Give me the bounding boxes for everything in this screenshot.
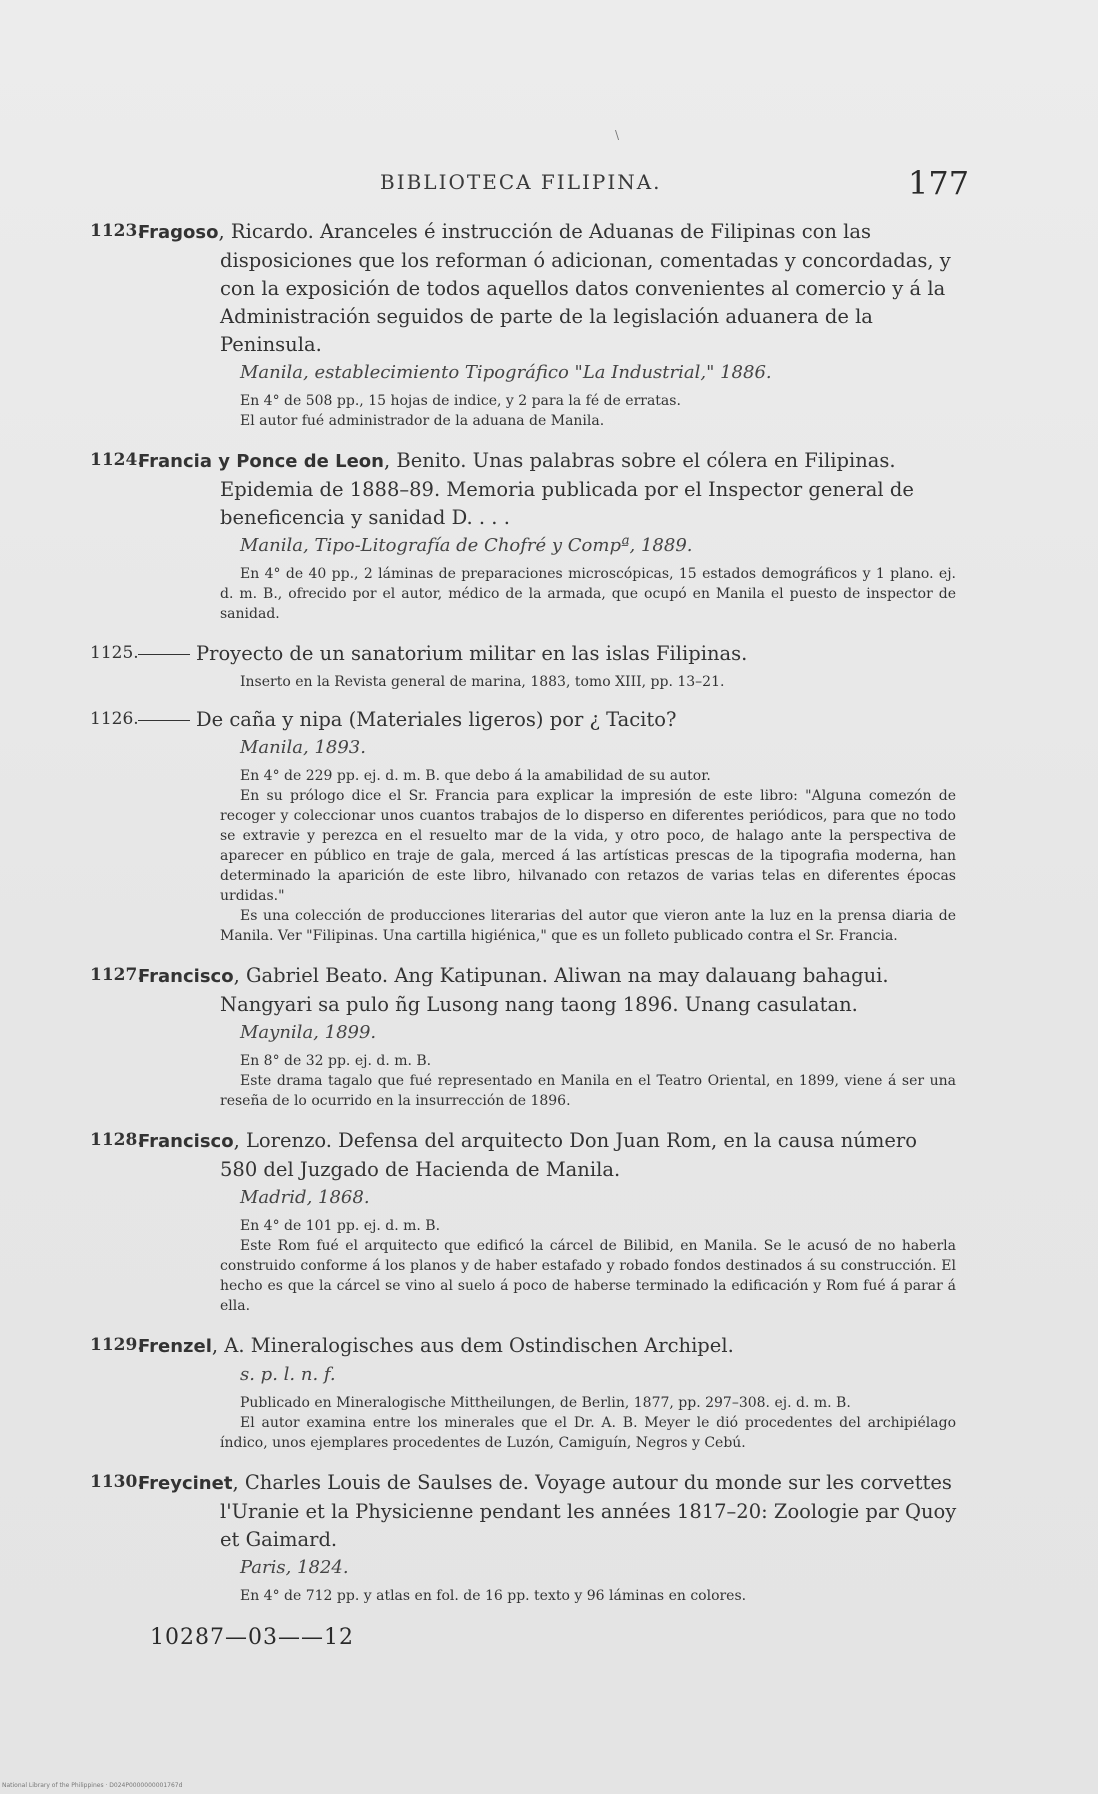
entry-author: Francisco	[138, 1131, 234, 1152]
entry-number: 1124.	[90, 450, 144, 470]
entry-main	[138, 1332, 960, 1361]
entry-imprint: Maynila, 1899.	[240, 1022, 377, 1043]
entry-note: Publicado en Mineralogische Mittheilungen, de Berlin, 1877, pp. 297–308. ej. d. m. B.	[240, 1395, 851, 1411]
entry-number: 1130.	[90, 1472, 144, 1492]
entry-title: Proyecto de un sanatorium militar en las islas Filipinas.	[196, 642, 748, 665]
entry-title: , Ricardo. Aranceles é instrucción de Aduanas de Filipinas con las disposiciones que los reforman ó adicionan, comentadas y concordadas, y con la exposición de todos aquellos datos convenientes al comercio y á la Administración seguidos de parte de la legislación aduanera de la Peninsula.	[218, 220, 951, 356]
scan-footer: National Library of the Philippines · D024P0000000001767d	[2, 1782, 183, 1789]
entry-number: 1123.	[90, 221, 144, 241]
entry-number: 1129.	[90, 1335, 144, 1355]
entry-note: En 4° de 40 pp., 2 láminas de preparaciones microscópicas, 15 estados demográficos y 1 plano. ej. d. m. B., ofrecido por el autor, médico de la armada, que ocupó en Manila el puesto de inspector de sanidad.	[220, 566, 956, 622]
running-head: BIBLIOTECA FILIPINA.	[380, 170, 662, 194]
entry-note: En 4° de 101 pp. ej. d. m. B.	[240, 1218, 441, 1234]
entry-author: Fragoso	[138, 222, 219, 243]
entry-note: Es una colección de producciones literarias del autor que vieron ante la luz en la prensa diaria de Manila. Ver "Filipinas. Una cartilla higiénica," que es un folleto publicado contra el Sr. Francia.	[220, 908, 956, 944]
entry-note: El autor examina entre los minerales que el Dr. A. B. Meyer le dió procedentes del archipiélago índico, unos ejemplares procedentes de Luzón, Camiguín, Negros y Cebú.	[220, 1415, 956, 1451]
entry-1128	[90, 1127, 960, 1316]
entry-title: , Lorenzo. Defensa del arquitecto Don Juan Rom, en la causa número 580 del Juzgado de Hacienda de Manila.	[220, 1129, 917, 1181]
entry-imprint: s. p. l. n. f.	[240, 1364, 336, 1385]
entry-title: De caña y nipa (Materiales ligeros) por ¿ Tacito?	[196, 708, 677, 731]
ditto-dash	[138, 720, 190, 721]
entry-note: En 8° de 32 pp. ej. d. m. B.	[240, 1053, 432, 1069]
entries-list	[90, 218, 960, 1616]
entry-title: , Benito. Unas palabras sobre el cólera en Filipinas. Epidemia de 1888–89. Memoria publicada por el Inspector general de beneficencia y sanidad D. . . .	[220, 449, 914, 529]
entry-main	[138, 1127, 960, 1184]
entry-1126	[90, 706, 960, 946]
entry-imprint: Paris, 1824.	[240, 1557, 349, 1578]
entry-main	[138, 1469, 960, 1554]
printer-signature: 10287—03——12	[150, 1625, 354, 1650]
entry-1123	[90, 218, 960, 431]
entry-note: En 4° de 712 pp. y atlas en fol. de 16 pp. texto y 96 láminas en colores.	[240, 1588, 747, 1604]
entry-note: El autor fué administrador de la aduana de Manila.	[240, 413, 605, 429]
entry-imprint: Manila, Tipo-Litografía de Chofré y Compª, 1889.	[240, 535, 693, 556]
entry-1125	[90, 640, 960, 692]
entry-1129	[90, 1332, 960, 1453]
entry-note: En 4° de 229 pp. ej. d. m. B. que debo á la amabilidad de su autor.	[240, 768, 711, 784]
entry-main	[138, 447, 960, 532]
entry-number: 1126.	[90, 709, 139, 729]
entry-main	[138, 218, 960, 359]
entry-imprint: Madrid, 1868.	[240, 1187, 370, 1208]
entry-number: 1127.	[90, 965, 144, 985]
entry-title: , Gabriel Beato. Ang Katipunan. Aliwan na may dalauang bahagui. Nangyari sa pulo ñg Lusong nang taong 1896. Unang casulatan.	[220, 964, 889, 1016]
ditto-dash	[138, 654, 190, 655]
entry-author: Francia y Ponce de Leon	[138, 451, 384, 472]
entry-author: Frenzel	[138, 1336, 212, 1357]
entry-note: En 4° de 508 pp., 15 hojas de indice, y 2 para la fé de erratas.	[240, 393, 681, 409]
entry-note: Este drama tagalo que fué representado en Manila en el Teatro Oriental, en 1899, viene á ser una reseña de lo ocurrido en la insurrección de 1896.	[220, 1073, 956, 1109]
entry-1130	[90, 1469, 960, 1606]
entry-author: Francisco	[138, 966, 234, 987]
entry-imprint: Manila, establecimiento Tipográfico "La Industrial," 1886.	[240, 362, 772, 383]
stray-mark: \	[615, 128, 620, 142]
entry-note: Inserto en la Revista general de marina, 1883, tomo XIII, pp. 13–21.	[240, 674, 725, 690]
entry-imprint: Manila, 1893.	[240, 737, 366, 758]
entry-1127	[90, 962, 960, 1111]
entry-main	[196, 706, 960, 734]
page-number: 177	[908, 164, 970, 202]
entry-number: 1125.	[90, 643, 139, 663]
entry-number: 1128.	[90, 1130, 144, 1150]
entry-author: Freycinet	[138, 1473, 233, 1494]
entry-note: En su prólogo dice el Sr. Francia para explicar la impresión de este libro: "Alguna comezón de recoger y coleccionar unos cuantos trabajos de lo disperso en diferentes periódicos, para que no todo se extravie y perezca en el resuelto mar de la vida, y otro poco, de halago ante la perspectiva de aparecer en público en traje de gala, merced á las artísticas prescas de la tipografia moderna, han determinado la aparición de este libro, hilvanado con retazos de varias telas en diferentes épocas urdidas."	[220, 788, 956, 904]
entry-title: , A. Mineralogisches aus dem Ostindischen Archipel.	[211, 1334, 734, 1357]
entry-note: Este Rom fué el arquitecto que edificó la cárcel de Bilibid, en Manila. Se le acusó de no haberla construido conforme á los planos y de haber estafado y robado fondos destinados á su construcción. El hecho es que la cárcel se vino al suelo á poco de haberse terminado la edificación y Rom fué á parar á ella.	[220, 1238, 956, 1314]
entry-1124	[90, 447, 960, 624]
entry-main	[138, 962, 960, 1019]
entry-title: , Charles Louis de Saulses de. Voyage autour du monde sur les corvettes l'Uranie et la Physicienne pendant les années 1817–20: Zoologie par Quoy et Gaimard.	[220, 1471, 957, 1551]
entry-main	[196, 640, 960, 668]
